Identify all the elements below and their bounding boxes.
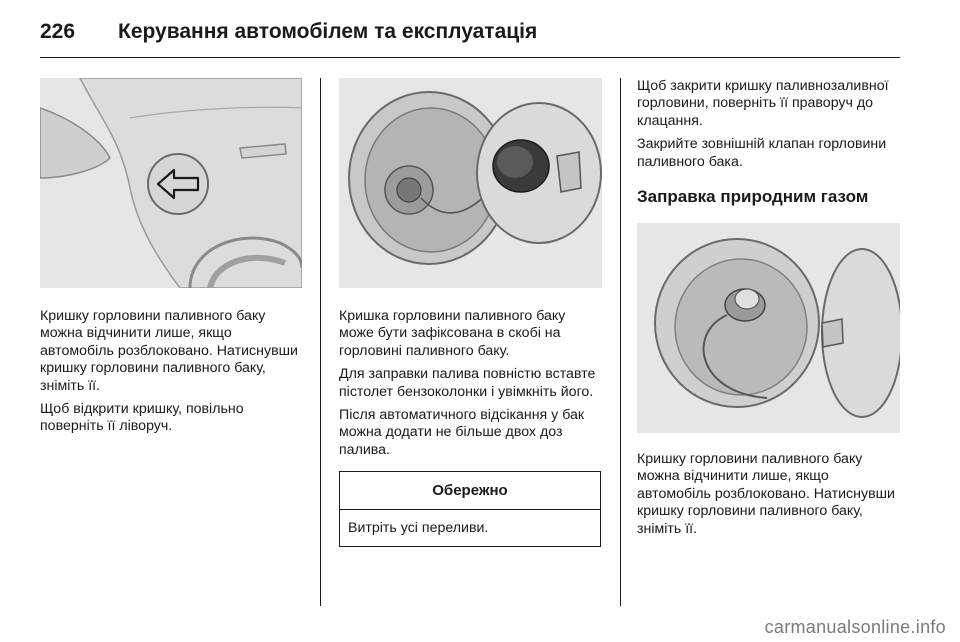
column-1 [40,78,302,442]
paragraph: Після автоматичного відсікання у бак можна додати не більше двох доз палива. [339,407,585,458]
figure-gas-filler-valve [637,223,900,433]
column-3 [637,78,900,544]
col2-text [339,308,602,459]
notice-body: Витріть усі переливи. [348,520,489,537]
page-header [40,14,920,54]
column-divider-1 [320,78,321,606]
header-rule [40,57,900,58]
figure-fuel-flap-car-side [40,78,302,288]
col3-text-bottom [637,451,900,538]
caution-notice [339,471,601,547]
paragraph: Щоб закрити кришку паливнозаливної горловини, поверніть її праворуч до клацання. [637,78,889,129]
paragraph: Для заправки палива повністю вставте пістолет бензоколонки і увімкніть його. [339,366,596,400]
paragraph: Закрийте зовнішній клапан горловини паливного бака. [637,136,887,170]
page-title: Керування автомобілем та експлуатація [118,20,538,43]
page-number: 226 [40,20,76,43]
col1-text [40,308,302,436]
column-divider-2 [620,78,621,606]
fuel-flap-illustration [40,78,302,288]
figure-fuel-cap-in-bracket [339,78,602,288]
section-heading: Заправка природним газом [637,187,869,207]
paragraph: Кришку горловини паливного баку можна відчинити лише, якщо автомобіль розблоковано. Натиснувши кришку горловини паливного баку, зніміть її. [40,308,298,394]
watermark: carmanualsonline.info [764,617,946,637]
paragraph: Кришка горловини паливного баку може бути зафіксована в скобі на горловині паливного баку. [339,308,566,359]
paragraph: Щоб відкрити кришку, повільно поверніть її ліворуч. [40,401,244,435]
fuel-cap-illustration [339,78,602,288]
notice-heading: Обережно [340,472,600,510]
paragraph: Кришку горловини паливного баку можна відчинити лише, якщо автомобіль розблоковано. Натиснувши кришку горловини паливного баку, зніміть її. [637,451,895,537]
gas-valve-illustration [637,223,900,433]
col3-text-top [637,78,900,171]
column-2 [339,78,602,547]
